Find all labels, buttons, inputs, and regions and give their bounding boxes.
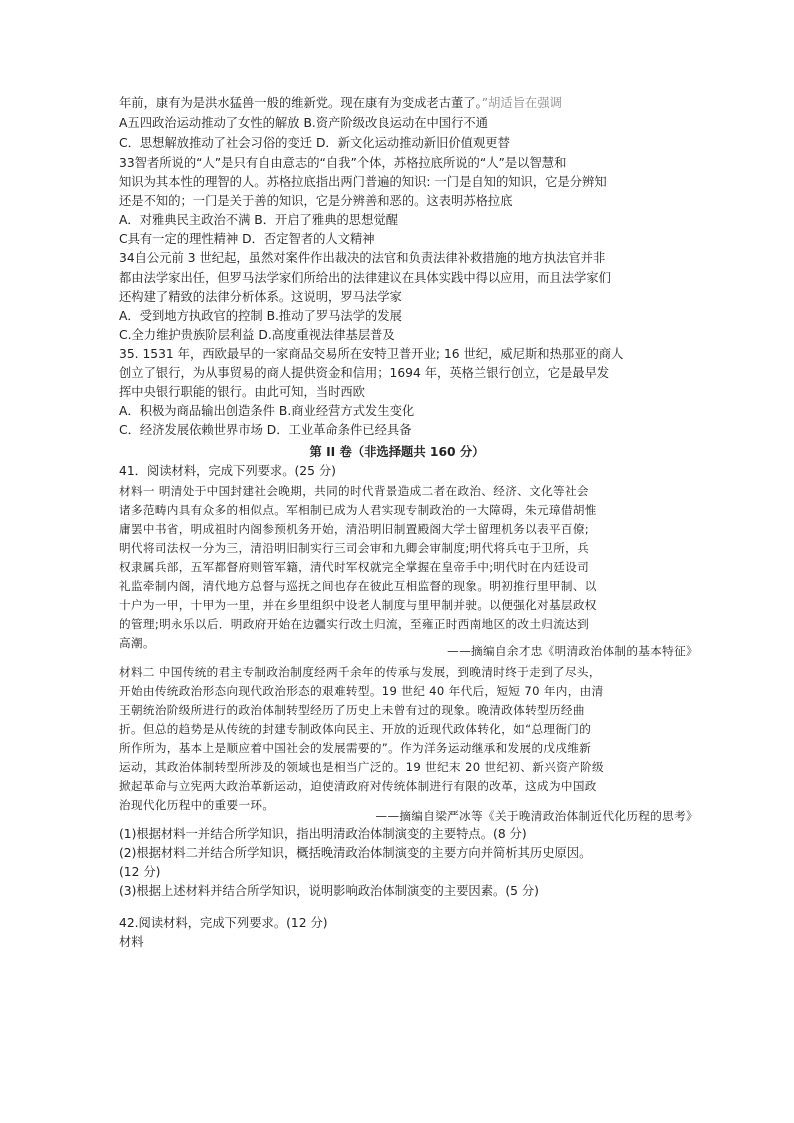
material-2-line: 折。但总的趋势是从传统的封建专制政体向民主、开放的近现代政体转化，如“总理衙门的 bbox=[119, 722, 592, 736]
material-2-line: 掀起革命与立宪两大政治革新运动，迫使清政府对传统体制进行有限的改革，这成为中国政 bbox=[119, 779, 597, 793]
material-1-line: 十户为一甲，十甲为一里，并在乡里组织中设老人制度与里甲制并驶。以便强化对基层政权 bbox=[119, 598, 597, 612]
text-line: 还构建了精致的法律分析体系。这说明，罗马法学家 bbox=[119, 290, 402, 304]
material-1-line: 权隶属兵部，五军都督府则管军籍，清代时军权就完全掌握在皇帝手中;明代时在内廷设司 bbox=[119, 560, 590, 574]
question-41-stem: 41．阅读材料，完成下列要求。(25 分) bbox=[119, 464, 336, 478]
material-2-line: 开始由传统政治形态向现代政治形态的艰难转型。19 世纪 40 年代后，短短 70 年内，由清 bbox=[119, 684, 604, 698]
text-line: 创立了银行，为从事贸易的商人提供资金和信用；1694 年，英格兰银行创立，它是最早发 bbox=[119, 366, 610, 380]
material-2-source: ——摘编自梁严冰等《关于晚清政治体制近代化历程的思考》 bbox=[375, 809, 698, 823]
question-34-stem: 34自公元前 3 世纪起，虽然对案件作出裁决的法官和负责法律补救措施的地方执法官并非 bbox=[119, 251, 606, 265]
question-42-stem: 42.阅读材料，完成下列要求。(12 分) bbox=[119, 916, 328, 930]
sub-question: (12 分) bbox=[119, 865, 161, 879]
material-2-line: 运动，其政治体制转型所涉及的领域也是相当广泛的。19 世纪末 20 世纪初、新兴资产阶级 bbox=[119, 760, 604, 774]
option-line: A．积极为商品输出创造条件 B.商业经营方式发生变化 bbox=[119, 404, 415, 418]
sub-question: (2)根据材料二并结合所学知识，概括晚清政治体制演变的主要方向并简析其历史原因。 bbox=[119, 846, 592, 860]
material-2-line: 王朝统治阶级所进行的政治体制转型经历了历史上未曾有过的现象。晚清政体转型历经曲 bbox=[119, 703, 585, 717]
sub-question: (3)根据上述材料并结合所学知识，说明影响政治体制演变的主要因素。(5 分) bbox=[119, 884, 539, 898]
material-1-line: 诸多范畴内具有众多的相似点。军相制已成为人君实现专制政治的一大障碍，朱元璋借胡惟 bbox=[119, 503, 597, 517]
material-2-line: 治现代化历程中的重要一环。 bbox=[119, 798, 275, 812]
material-1-line: 材料一 明清处于中国封建社会晚期，共同的时代背景造成二者在政治、经济、文化等社会 bbox=[119, 484, 589, 498]
text-line: 还是不知的；一门是关于善的知识，它是分辨善和恶的。这表明苏格拉底 bbox=[119, 194, 513, 208]
text-line: 挥中央银行职能的银行。由此可知，当时西欧 bbox=[119, 385, 365, 399]
text-line: C．思想解放推动了社会习俗的变迁 D．新文化运动推动新旧价值观更替 bbox=[119, 136, 510, 150]
option-line: A．受到地方执政官的控制 B.推动了罗马法学的发展 bbox=[119, 309, 402, 323]
material-1-line: 礼监牵制内阁，清代地方总督与巡抚之间也存在彼此互相监督的现象。明初推行里甲制、以 bbox=[119, 579, 597, 593]
material-1-line: 的管理;明永乐以后．明政府开始在边疆实行改土归流，至雍正时西南地区的改土归流达到 bbox=[119, 617, 590, 631]
option-line: C．经济发展依赖世界市场 D．工业革命条件已经具备 bbox=[119, 423, 412, 437]
option-line: C具有一定的理性精神 D．否定智者的人文精神 bbox=[119, 232, 375, 246]
material-label: 材料 bbox=[119, 935, 144, 949]
material-2-line: 所作所为，基本上是顺应着中国社会的发展需要的”。作为洋务运动继承和发展的戊戌维新 bbox=[119, 741, 592, 755]
question-35-stem: 35. 1531 年，西欧最早的一家商品交易所在安特卫普开业; 16 世纪，威尼斯和热那亚的商人 bbox=[119, 347, 624, 361]
text-line: 知识为其本性的理智的人。苏格拉底指出两门普遍的知识: 一门是自知的知识，它是分辨知 bbox=[119, 175, 607, 189]
material-1-line: 庸罢中书省，明成祖时内阁参预机务开始，清沿明旧制置殿阁大学士留理机务以表平百僚; bbox=[119, 522, 590, 536]
text-line: 都由法学家出任，但罗马法学家们所给出的法律建议在具体实践中得以应用，而且法学家们 bbox=[119, 271, 611, 285]
section-title: 第 II 卷（非选择题共 160 分） bbox=[309, 445, 485, 459]
material-1-line: 明代将司法权一分为三，清沿明旧制实行三司会审和九卿会审制度;明代将兵屯于卫所，兵 bbox=[119, 541, 590, 555]
text-line: A五四政治运动推动了女性的解放 B.资产阶级改良运动在中国行不通 bbox=[119, 116, 488, 130]
material-1-source: ——摘编自余才忠《明清政治体制的基本特征》 bbox=[447, 644, 698, 658]
question-33-stem: 33智者所说的“人”是只有自由意志的“自我”个体，苏格拉底所说的“人”是以智慧和 bbox=[119, 156, 567, 170]
option-line: A．对雅典民主政治不满 B．开启了雅典的思想觉醒 bbox=[119, 213, 398, 227]
material-1-line: 高潮。 bbox=[119, 636, 155, 650]
sub-question: (1)根据材料一并结合所学知识，指出明清政治体制演变的主要特点。(8 分) bbox=[119, 827, 527, 841]
option-line: C.全力维护贵族阶层利益 D.高度重视法律基层普及 bbox=[119, 328, 395, 342]
material-2-line: 材料二 中国传统的君主专制政治制度经两千余年的传承与发展，到晚清时终于走到了尽头， bbox=[119, 665, 601, 679]
text-line: 年前，康有为是洪水猛兽一般的维新党。现在康有为变成老古董了。”胡适旨在强调 bbox=[119, 96, 562, 110]
